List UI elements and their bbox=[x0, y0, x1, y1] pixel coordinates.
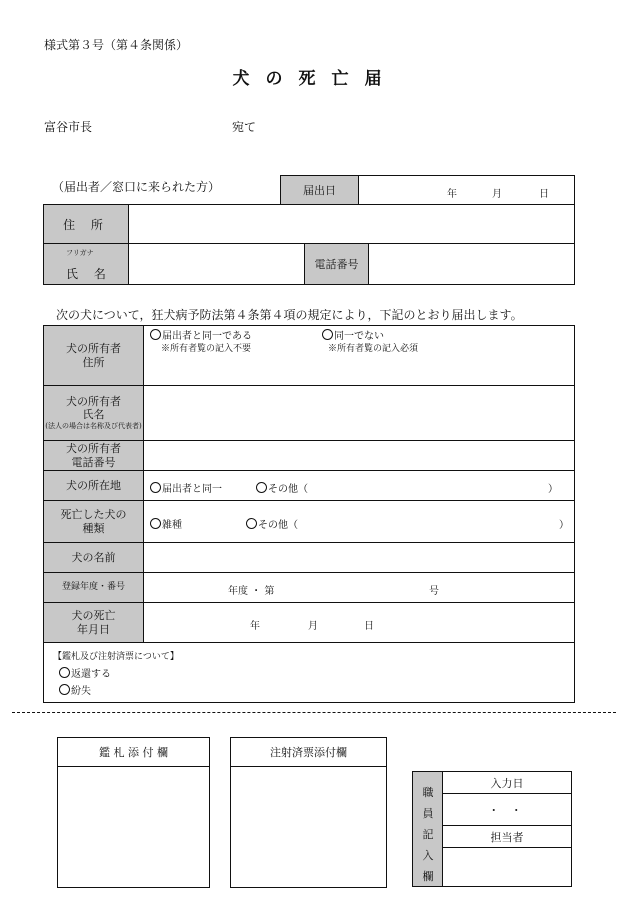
registration-year-text: 年度 ・ 第 bbox=[228, 586, 275, 597]
radio-circle-icon bbox=[322, 329, 333, 340]
furigana-label: フリガナ bbox=[66, 249, 94, 257]
applicant-table bbox=[43, 204, 575, 285]
owner-different-option[interactable]: 同一でない bbox=[322, 327, 384, 342]
registration-label: 登録年度・番号 bbox=[44, 573, 144, 602]
license-tag-header: 鑑 札 添 付 欄 bbox=[58, 738, 209, 767]
owner-name-row[interactable] bbox=[44, 386, 574, 441]
dog-location-label: 犬の所在地 bbox=[44, 471, 144, 500]
cut-line bbox=[12, 712, 616, 713]
radio-circle-icon bbox=[150, 329, 161, 340]
staff-use-box bbox=[412, 771, 572, 887]
address-field[interactable] bbox=[129, 205, 574, 243]
phone-label: 電話番号 bbox=[304, 244, 369, 284]
death-month-unit: 月 bbox=[308, 621, 318, 632]
tag-return-option[interactable]: 返還する bbox=[59, 665, 111, 680]
submission-date-field[interactable] bbox=[359, 176, 574, 204]
name-label-cell bbox=[44, 244, 129, 284]
name-label: 氏 名 bbox=[66, 267, 112, 281]
breed-other-close: ） bbox=[559, 520, 569, 531]
submission-day-unit: 日 bbox=[539, 189, 549, 200]
injection-tag-header: 注射済票添付欄 bbox=[231, 738, 386, 767]
owner-different-note: ※所有者覧の記入必須 bbox=[328, 344, 419, 354]
location-other-close: ） bbox=[548, 484, 558, 495]
owner-address-label: 犬の所有者 住所 bbox=[44, 326, 144, 385]
corporate-note: (法人の場合は名称及び代表者) bbox=[45, 422, 142, 431]
address-label: 住 所 bbox=[44, 205, 129, 243]
submission-month-unit: 月 bbox=[492, 189, 502, 200]
registration-number-unit: 号 bbox=[429, 586, 439, 597]
form-number: 様式第３号（第４条関係） bbox=[44, 38, 189, 52]
intro-statement: 次の犬について，狂犬病予防法第４条第４項の規定により，下記のとおり届出します。 bbox=[56, 308, 523, 322]
breed-other-option[interactable]: その他（ bbox=[246, 516, 298, 531]
tag-lost-option[interactable]: 紛失 bbox=[59, 682, 91, 697]
dog-name-label: 犬の名前 bbox=[44, 543, 144, 572]
license-tag-box bbox=[57, 737, 210, 888]
applicant-note: （届出者／窓口に来られた方） bbox=[52, 180, 221, 194]
location-other-option[interactable]: その他（ bbox=[256, 480, 308, 495]
owner-same-note: ※所有者覧の記入不要 bbox=[161, 344, 252, 354]
addressee-suffix: 宛て bbox=[232, 120, 257, 134]
breed-mixed-option[interactable]: 雑種 bbox=[150, 516, 182, 531]
applicant-address-row bbox=[44, 205, 574, 244]
owner-same-option[interactable]: 届出者と同一である bbox=[150, 327, 252, 342]
dog-name-row[interactable] bbox=[44, 543, 574, 573]
submission-date-table bbox=[280, 175, 575, 204]
breed-label: 死亡した犬の 種類 bbox=[44, 501, 144, 542]
tags-heading: 【鑑札及び注射済票について】 bbox=[53, 652, 179, 662]
radio-circle-icon bbox=[150, 518, 161, 529]
death-date-label: 犬の死亡 年月日 bbox=[44, 603, 144, 642]
location-same-option[interactable]: 届出者と同一 bbox=[150, 480, 222, 495]
staff-use-label: 職 員 記 入 欄 bbox=[413, 772, 443, 886]
death-date-row[interactable] bbox=[44, 603, 574, 643]
dog-details-table bbox=[43, 325, 575, 703]
submission-date-label: 届出日 bbox=[281, 176, 359, 204]
radio-circle-icon bbox=[59, 667, 70, 678]
staff-input-date-field[interactable]: ・ ・ bbox=[443, 794, 571, 826]
radio-circle-icon bbox=[150, 482, 161, 493]
radio-circle-icon bbox=[59, 684, 70, 695]
submission-year-unit: 年 bbox=[447, 189, 457, 200]
form-title: 犬の死亡届 bbox=[232, 69, 398, 89]
registration-row[interactable] bbox=[44, 573, 574, 603]
dog-location-row bbox=[44, 471, 574, 501]
injection-tag-box bbox=[230, 737, 387, 888]
radio-circle-icon bbox=[256, 482, 267, 493]
staff-person-field[interactable] bbox=[443, 848, 571, 886]
recipient-mayor: 富谷市長 bbox=[44, 120, 93, 134]
owner-phone-row[interactable] bbox=[44, 441, 574, 471]
name-field[interactable] bbox=[129, 244, 304, 284]
death-day-unit: 日 bbox=[364, 621, 374, 632]
radio-circle-icon bbox=[246, 518, 257, 529]
staff-person-label: 担当者 bbox=[443, 826, 571, 848]
death-year-unit: 年 bbox=[250, 621, 260, 632]
owner-name-label: 犬の所有者 氏名 (法人の場合は名称及び代表者) bbox=[44, 386, 144, 440]
phone-field[interactable] bbox=[369, 244, 574, 284]
staff-input-date-label: 入力日 bbox=[443, 772, 571, 794]
breed-row bbox=[44, 501, 574, 543]
owner-phone-label: 犬の所有者 電話番号 bbox=[44, 441, 144, 470]
owner-address-row bbox=[44, 326, 574, 386]
